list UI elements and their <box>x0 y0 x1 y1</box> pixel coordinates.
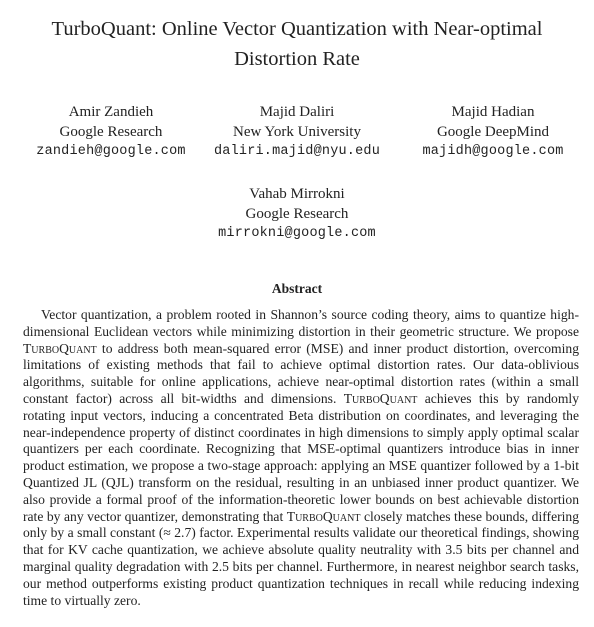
author-affiliation: Google Research <box>59 124 163 140</box>
author-block <box>20 102 202 162</box>
title-line-2: Distortion Rate <box>234 48 360 70</box>
abstract-text: achieves this by randomly rotating input vectors, inducing a concentrated Beta distribution on coordinates, and leveraging the near-independence property of distinct coordinates in high dimensions to simply apply optimal scalar quantizers per each coordinate. Recognizing that MSE-optimal quantizers introduce bias in inner product estimation, we propose a two-stage approach: applying an MSE quantizer followed by a 1-bit Quantized JL (QJL) transform on the residual, resulting in an unbiased inner product quantizer. We also provide a formal proof of the information-theoretic lower bounds on best achievable distortion rate by any vector quantizer, demonstrating that <box>23 390 579 524</box>
abstract-body <box>23 307 579 609</box>
author-name: Majid Hadian <box>451 104 535 120</box>
author-name: Majid Daliri <box>259 104 335 120</box>
paper-title <box>0 14 594 74</box>
author-email: mirrokni@google.com <box>218 226 376 241</box>
author-email: daliri.majid@nyu.edu <box>213 144 381 159</box>
method-name: TurboQuant <box>343 390 418 406</box>
author-email: zandieh@google.com <box>36 144 186 159</box>
author-affiliation: Google Research <box>245 206 349 222</box>
author-block <box>402 102 584 162</box>
abstract-heading: Abstract <box>271 281 323 296</box>
abstract-text: to address both mean-squared error (MSE) and inner product distortion, overcoming limitations of existing methods that fail to achieve optimal distortion rates. Our data-oblivious algorithms, suitable for online applications, achieve near-optimal distortion rates (within a small constant factor) across all bit-widths and dimensions. <box>23 340 579 406</box>
title-line-1: TurboQuant: Online Vector Quantization with Near-optimal <box>51 18 543 40</box>
author-affiliation: New York University <box>233 124 361 140</box>
author-name: Amir Zandieh <box>68 104 154 120</box>
author-email: majidh@google.com <box>422 144 564 159</box>
abstract-paragraph <box>23 307 579 609</box>
abstract-text: Vector quantization, a problem rooted in Shannon’s source coding theory, aims to quantize high-dimensional Euclidean vectors while minimizing distortion in their geometric structure. We propose <box>23 307 579 339</box>
abstract-text: closely matches these bounds, differing only by a small constant (≈ 2.7) factor. Experimental results validate our theoretical findings, showing that for KV cache quantization, we achieve absolute quality neutrality with 3.5 bits per channel and marginal quality degradation with 2.5 bits per channel. Furthermore, in nearest neighbor search tasks, our method outperforms existing product quantization techniques in recall while reducing indexing time to virtually zero. <box>23 508 579 608</box>
author-block <box>206 184 388 244</box>
method-name: TurboQuant <box>286 508 361 524</box>
author-affiliation: Google DeepMind <box>436 124 550 140</box>
method-name: TurboQuant <box>23 340 97 356</box>
author-block <box>206 102 388 162</box>
author-name: Vahab Mirrokni <box>249 186 345 202</box>
